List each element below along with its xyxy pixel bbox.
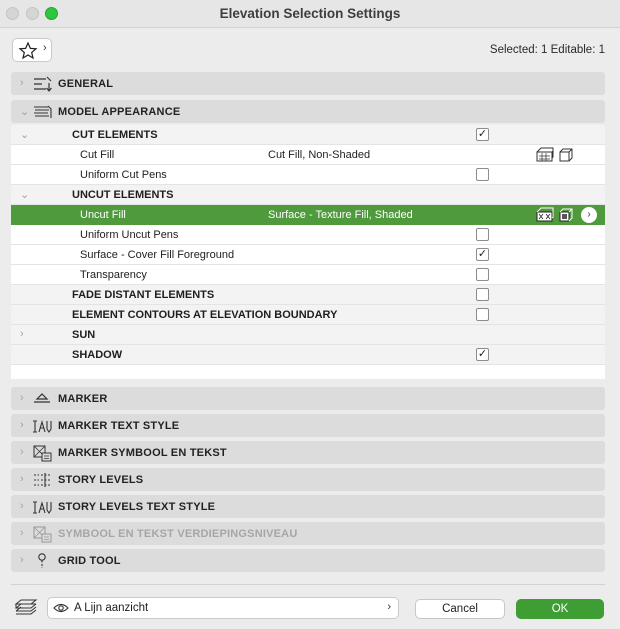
eye-icon [53,602,69,614]
section-label: STORY LEVELS TEXT STYLE [58,501,216,513]
uniform-cut-pens-label: Uniform Cut Pens [80,169,167,181]
symbol-text-icon [31,444,53,462]
transparency-checkbox[interactable] [476,268,489,281]
shadow-label: SHADOW [72,349,123,361]
uniform-uncut-pens-checkbox[interactable] [476,228,489,241]
fade-distant-checkbox[interactable] [476,288,489,301]
element-contours-label: ELEMENT CONTOURS AT ELEVATION BOUNDARY [72,309,338,321]
sun-label: SUN [72,329,96,341]
row-fade-distant-elements[interactable] [11,285,605,305]
title-bar [0,0,620,28]
section-label: GRID TOOL [58,555,121,567]
chevron-down-icon: ⌄ [20,129,30,141]
uncut-elements-label: UNCUT ELEMENTS [72,189,174,201]
row-uniform-cut-pens[interactable] [11,165,605,185]
view-select[interactable] [47,597,399,619]
section-label: MARKER SYMBOOL EN TEKST [58,447,227,459]
section-general[interactable] [11,72,605,95]
marker-icon [31,390,53,408]
chevron-right-icon: › [20,500,24,512]
text-style-icon [31,498,53,516]
symbol-text-icon [31,525,53,543]
favorites-button[interactable] [12,38,52,62]
surface-cover-fill-label: Surface - Cover Fill Foreground [80,249,235,261]
list-end-spacer [11,365,605,379]
shaded-box-icon[interactable] [558,207,574,223]
chevron-right-icon: › [20,328,24,340]
section-label: MODEL APPEARANCE [58,106,181,118]
section-label: MARKER TEXT STYLE [58,420,180,432]
model-appearance-rows [11,125,605,379]
element-contours-checkbox[interactable] [476,308,489,321]
section-story-levels-text-style[interactable] [11,495,605,518]
uncut-fill-value: Surface - Texture Fill, Shaded [268,209,413,221]
cut-fill-value: Cut Fill, Non-Shaded [268,149,371,161]
chevron-right-icon: › [43,42,47,54]
view-select-label: A Lijn aanzicht [74,602,149,614]
section-marker-symbool-en-tekst[interactable] [11,441,605,464]
chevron-down-icon: ⌄ [20,189,30,201]
uncut-fill-label: Uncut Fill [80,209,126,221]
star-icon [18,41,38,61]
shadow-checkbox[interactable]: ✓ [477,348,488,360]
chevron-right-icon: › [20,77,24,89]
section-marker-text-style[interactable] [11,414,605,437]
chevron-right-icon[interactable]: › [581,207,597,223]
general-settings-icon [31,75,53,93]
section-symbool-en-tekst-verdiepingsniveau [11,522,605,545]
ok-button[interactable]: OK [516,599,604,619]
footer-divider [11,584,605,585]
transparency-label: Transparency [80,269,147,281]
grid-tool-icon [31,552,53,570]
cancel-button[interactable]: Cancel [415,599,505,619]
layers-icon[interactable] [14,598,38,616]
story-levels-icon [31,471,53,489]
chevron-down-icon: ⌄ [20,106,30,118]
section-model-appearance[interactable] [11,100,605,123]
chevron-right-icon: › [20,392,24,404]
selection-info: Selected: 1 Editable: 1 [489,44,605,56]
chevron-right-icon: › [387,601,391,613]
box-pen-icon[interactable] [558,147,574,163]
row-transparency[interactable] [11,265,605,285]
group-uncut-elements[interactable] [11,185,605,205]
chevron-right-icon: › [20,446,24,458]
chevron-right-icon: › [20,527,24,539]
row-uniform-uncut-pens[interactable] [11,225,605,245]
window-title: Elevation Selection Settings [219,6,401,21]
section-label: STORY LEVELS [58,474,144,486]
group-sun[interactable] [11,325,605,345]
uniform-cut-pens-checkbox[interactable] [476,168,489,181]
model-appearance-icon [31,103,53,121]
section-label: GENERAL [58,78,114,90]
text-style-icon [31,417,53,435]
row-element-contours[interactable] [11,305,605,325]
chevron-right-icon: › [20,554,24,566]
section-marker[interactable] [11,387,605,410]
texture-fill-icon[interactable] [535,207,555,223]
group-cut-elements[interactable] [11,125,605,145]
section-story-levels[interactable] [11,468,605,491]
uniform-uncut-pens-label: Uniform Uncut Pens [80,229,179,241]
row-uncut-fill[interactable] [11,205,605,225]
cut-fill-label: Cut Fill [80,149,115,161]
chevron-right-icon: › [20,473,24,485]
fade-distant-label: FADE DISTANT ELEMENTS [72,289,215,301]
section-label: SYMBOOL EN TEKST VERDIEPINGSNIVEAU [58,528,298,540]
row-surface-cover-fill[interactable] [11,245,605,265]
row-cut-fill[interactable] [11,145,605,165]
section-grid-tool[interactable] [11,549,605,572]
cut-elements-checkbox[interactable]: ✓ [477,128,488,140]
cut-elements-label: CUT ELEMENTS [72,129,158,141]
fill-pattern-icon[interactable] [535,147,555,163]
surface-cover-fill-checkbox[interactable]: ✓ [477,248,488,260]
chevron-right-icon: › [20,419,24,431]
section-label: MARKER [58,393,108,405]
row-shadow[interactable] [11,345,605,365]
